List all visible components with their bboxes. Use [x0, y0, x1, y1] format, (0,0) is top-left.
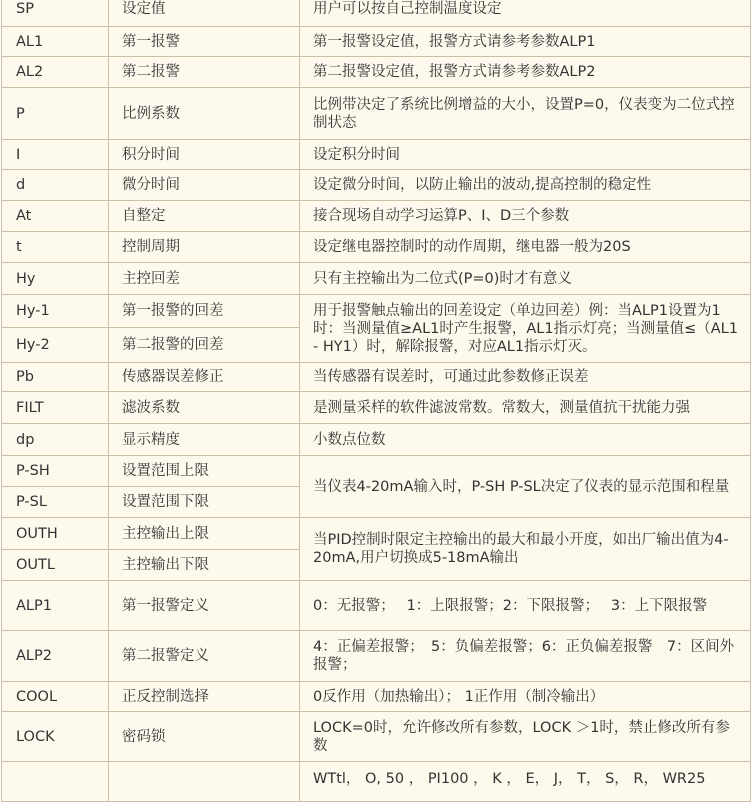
table-row — [2, 518, 751, 550]
param-desc: 当传感器有误差时，可通过此参数修正误差 — [300, 363, 751, 392]
param-desc: 0：无报警； 1：上限报警；2：下限报警； 3：上下限报警 — [300, 581, 751, 631]
param-code: FILT — [2, 392, 109, 424]
table-row — [2, 392, 751, 424]
param-name: 微分时间 — [109, 170, 300, 201]
param-desc: LOCK=0时，允许修改所有参数，LOCK ＞1时，禁止修改所有参数 — [300, 712, 751, 762]
param-code: AL2 — [2, 57, 109, 88]
param-desc: 0反作用（加热输出）； 1正作用（制冷输出） — [300, 682, 751, 712]
param-code — [2, 762, 109, 802]
param-desc-output: 当PID控制时限定主控输出的最大和最小开度，如出厂输出值为4-20mA,用户切换成5-18mA输出 — [300, 518, 751, 581]
table-row — [2, 424, 751, 456]
param-name: 设定值 — [109, 0, 300, 27]
param-code: SP — [2, 0, 109, 27]
param-name: 正反控制选择 — [109, 682, 300, 712]
param-desc: 是测量采样的软件滤波常数。常数大，测量值抗干扰能力强 — [300, 392, 751, 424]
param-name: 密码锁 — [109, 712, 300, 762]
param-desc: 第二报警设定值，报警方式请参考参数ALP2 — [300, 57, 751, 88]
param-code: LOCK — [2, 712, 109, 762]
param-code: dp — [2, 424, 109, 456]
param-name: 控制周期 — [109, 232, 300, 263]
table-row — [2, 232, 751, 263]
param-name: 比例系数 — [109, 88, 300, 140]
param-desc: 第一报警设定值，报警方式请参考参数ALP1 — [300, 27, 751, 57]
param-name: 第一报警定义 — [109, 581, 300, 631]
param-name: 第二报警 — [109, 57, 300, 88]
table-row — [2, 581, 751, 631]
param-code: P-SL — [2, 487, 109, 518]
param-desc-range: 当仪表4-20mA输入时，P-SH P-SL决定了仪表的显示范围和程量 — [300, 456, 751, 518]
table-row — [2, 712, 751, 762]
table-row — [2, 456, 751, 487]
table-row — [2, 170, 751, 201]
table-row — [2, 140, 751, 170]
param-code: I — [2, 140, 109, 170]
table-row — [2, 295, 751, 328]
param-code: Hy-2 — [2, 328, 109, 363]
table-row — [2, 631, 751, 682]
param-desc: WTtl， O, 50 ， PI100 ， K ， E， J， T， S， R， WR25 — [300, 762, 751, 802]
param-desc: 比例带决定了系统比例增益的大小，设置P=0，仪表变为二位式控制状态 — [300, 88, 751, 140]
param-code: OUTH — [2, 518, 109, 550]
param-name — [109, 762, 300, 802]
param-name: 设置范围上限 — [109, 456, 300, 487]
param-name: 第二报警定义 — [109, 631, 300, 682]
table-row — [2, 0, 751, 27]
param-code: P — [2, 88, 109, 140]
table-row — [2, 57, 751, 88]
param-code: Hy — [2, 263, 109, 295]
param-code: ALP2 — [2, 631, 109, 682]
param-name: 积分时间 — [109, 140, 300, 170]
param-name: 显示精度 — [109, 424, 300, 456]
param-desc: 接合现场自动学习运算P、I、D三个参数 — [300, 201, 751, 232]
param-name: 第二报警的回差 — [109, 328, 300, 363]
param-code: d — [2, 170, 109, 201]
param-code: ALP1 — [2, 581, 109, 631]
param-desc: 设定微分时间，以防止输出的波动,提高控制的稳定性 — [300, 170, 751, 201]
param-name: 设置范围下限 — [109, 487, 300, 518]
param-name: 滤波系数 — [109, 392, 300, 424]
table-row — [2, 201, 751, 232]
param-desc: 用户可以按自己控制温度设定 — [300, 0, 751, 27]
param-desc: 小数点位数 — [300, 424, 751, 456]
table-row — [2, 762, 751, 802]
param-name: 传感器误差修正 — [109, 363, 300, 392]
param-name: 主控回差 — [109, 263, 300, 295]
param-desc-hysteresis: 用于报警触点输出的回差设定（单边回差）例：当ALP1设置为1时：当测量值≥AL1时产生报警，AL1指示灯亮；当测量值≤（AL1 - HY1）时，解除报警，对应AL1指示灯灭。 — [300, 295, 751, 363]
param-code: OUTL — [2, 550, 109, 581]
param-name: 第一报警 — [109, 27, 300, 57]
param-name: 主控输出下限 — [109, 550, 300, 581]
param-code: P-SH — [2, 456, 109, 487]
param-code: At — [2, 201, 109, 232]
table-row — [2, 363, 751, 392]
param-name: 第一报警的回差 — [109, 295, 300, 328]
param-desc: 设定积分时间 — [300, 140, 751, 170]
param-desc: 4：正偏差报警； 5：负偏差报警；6：正负偏差报警 7：区间外报警； — [300, 631, 751, 682]
table-row — [2, 88, 751, 140]
param-desc: 只有主控输出为二位式(P=0)时才有意义 — [300, 263, 751, 295]
parameter-table — [1, 0, 751, 802]
param-code: t — [2, 232, 109, 263]
param-code: Hy-1 — [2, 295, 109, 328]
param-code: COOL — [2, 682, 109, 712]
table-row — [2, 682, 751, 712]
table-row — [2, 27, 751, 57]
param-name: 自整定 — [109, 201, 300, 232]
param-desc: 设定继电器控制时的动作周期，继电器一般为20S — [300, 232, 751, 263]
param-code: AL1 — [2, 27, 109, 57]
table-row — [2, 263, 751, 295]
param-name: 主控输出上限 — [109, 518, 300, 550]
param-code: Pb — [2, 363, 109, 392]
